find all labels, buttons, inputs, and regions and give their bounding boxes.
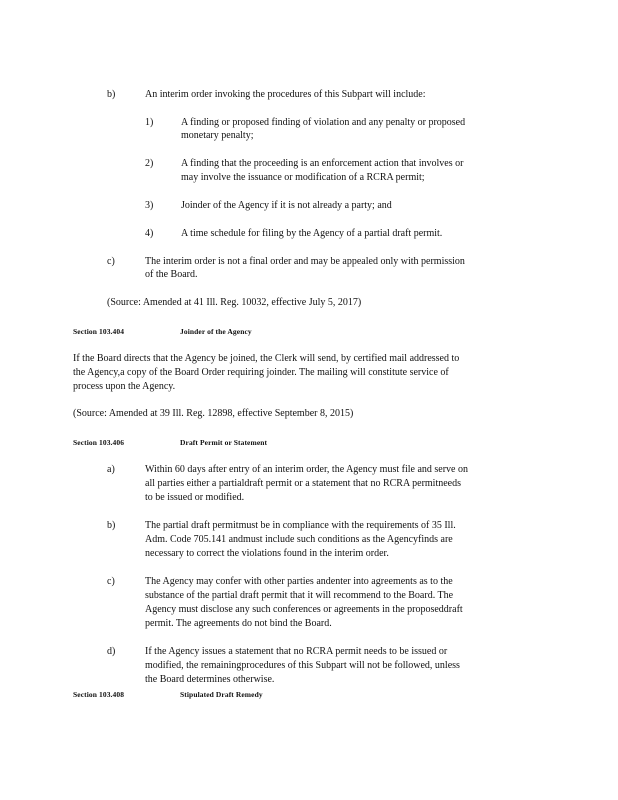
subsection-c-line-2: of the Board. <box>145 269 198 280</box>
section-404-line-1: If the Board directs that the Agency be joined, the Clerk will send, by certified mail addressed to <box>73 353 460 364</box>
section-404-line-2: the Agency,a copy of the Board Order requiring joinder. The mailing will constitute service of <box>73 367 449 378</box>
item-3-line-1: Joinder of the Agency if it is not already a party; and <box>181 200 392 211</box>
section-406-c-line-3: Agency must disclose any such conferences or agreements in the proposeddraft <box>145 604 463 615</box>
item-1-number: 1) <box>145 117 154 128</box>
section-406-c-line-4: permit. The agreements do not bind the Board. <box>145 618 332 629</box>
section-406-c-label: c) <box>107 576 115 587</box>
section-406-c-line-1: The Agency may confer with other parties andenter into agreements as to the <box>145 576 453 587</box>
section-406-d-line-1: If the Agency issues a statement that no RCRA permit needs to be issued or <box>145 646 448 657</box>
subsection-c-line-1: The interim order is not a final order and may be appealed only with permission <box>145 256 465 267</box>
section-406-d-line-2: modified, the remainingprocedures of this Subpart will not be followed, unless <box>145 660 460 671</box>
item-4-line-1: A time schedule for filing by the Agency of a partial draft permit. <box>181 228 443 239</box>
section-408-number: Section 103.408 <box>73 690 125 699</box>
section-406-b-label: b) <box>107 520 116 531</box>
section-406-b-line-1: The partial draft permitmust be in compliance with the requirements of 35 Ill. <box>145 520 456 531</box>
section-406-d-label: d) <box>107 646 116 657</box>
item-4-number: 4) <box>145 228 154 239</box>
section-406-b-line-3: necessary to correct the violations found in the interim order. <box>145 548 389 559</box>
section-404-title: Joinder of the Agency <box>180 327 252 336</box>
section-406-a-line-2: all parties either a partialdraft permit or a statement that no RCRA permitneeds <box>145 478 462 489</box>
source-note-2015: (Source: Amended at 39 Ill. Reg. 12898, effective September 8, 2015) <box>73 408 354 419</box>
section-406-a-line-3: to be issued or modified. <box>145 492 245 503</box>
item-2-line-2: may involve the issuance or modification of a RCRA permit; <box>181 172 425 183</box>
section-406-c-line-2: substance of the partial draft permit that it will recommend to the Board. The <box>145 590 454 601</box>
section-406-a-line-1: Within 60 days after entry of an interim order, the Agency must file and serve on <box>145 464 468 475</box>
item-1-line-2: monetary penalty; <box>181 130 254 141</box>
section-408-title: Stipulated Draft Remedy <box>180 690 263 699</box>
item-1-line-1: A finding or proposed finding of violation and any penalty or proposed <box>181 117 466 128</box>
section-404-number: Section 103.404 <box>73 327 125 336</box>
subsection-b-label: b) <box>107 89 116 100</box>
section-406-title: Draft Permit or Statement <box>180 438 268 447</box>
subsection-b-intro: An interim order invoking the procedures of this Subpart will include: <box>145 89 426 100</box>
item-2-line-1: A finding that the proceeding is an enforcement action that involves or <box>181 158 464 169</box>
item-2-number: 2) <box>145 158 154 169</box>
section-406-a-label: a) <box>107 464 115 475</box>
section-406-number: Section 103.406 <box>73 438 125 447</box>
section-404-line-3: process upon the Agency. <box>73 381 176 392</box>
item-3-number: 3) <box>145 200 154 211</box>
section-406-d-line-3: the Board determines otherwise. <box>145 674 275 685</box>
source-note-2017: (Source: Amended at 41 Ill. Reg. 10032, effective July 5, 2017) <box>107 297 362 308</box>
section-406-b-line-2: Adm. Code 705.141 andmust include such conditions as the Agencyfinds are <box>145 534 453 545</box>
subsection-c-label: c) <box>107 256 115 267</box>
